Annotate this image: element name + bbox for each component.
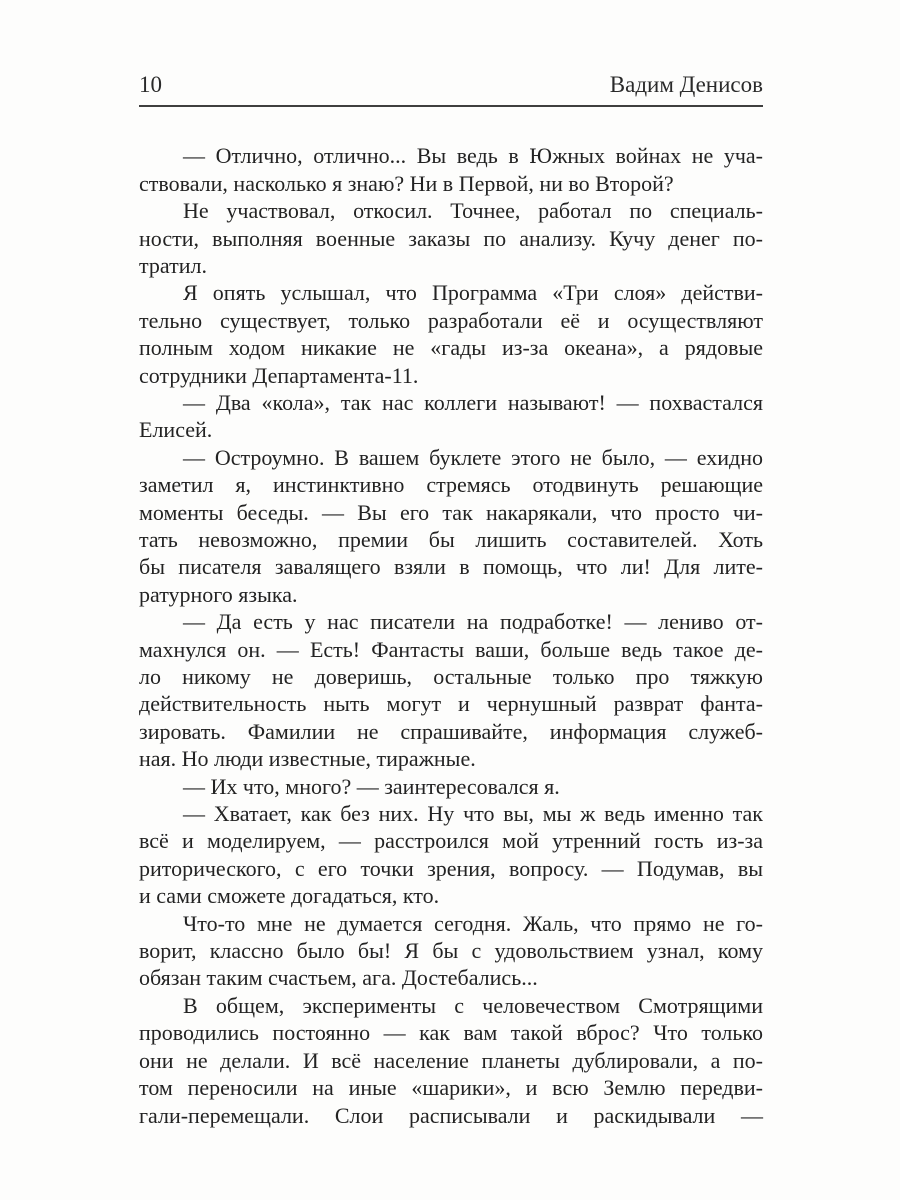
text-line: ствовали, насколько я знаю? Ни в Первой, ни во Второй? [139,170,674,196]
paragraph [139,608,763,772]
paragraph [139,910,763,992]
paragraph [139,800,763,910]
text-line: Я опять услышал, что Программа «Три слоя» действи- [183,280,763,306]
text-line: В общем, эксперименты с человечеством Смотрящими [183,992,763,1018]
text-line: махнулся он. — Есть! Фантасты ваши, больше ведь такое де- [139,636,763,662]
text-line: действительность ныть могут и чернушный разврат фанта- [139,691,763,717]
text-line: ности, выполняя военные заказы по анализу. Кучу денег по- [139,225,763,251]
text-line: гали-перемещали. Слои расписывали и раскидывали — [139,1102,763,1128]
running-head-author: Вадим Денисов [609,72,763,97]
text-line: ратурного языка. [139,581,298,607]
text-line: риторического, с его точки зрения, вопросу. — Подумав, вы [139,855,763,881]
text-line: моменты беседы. — Вы его так накарякали, что просто чи- [139,499,763,525]
text-line: обязан таким счастьем, ага. Достебались... [139,965,538,991]
text-line: — Два «кола», так нас коллеги называют! — похвастался [183,389,763,415]
paragraph [139,389,763,444]
text-line: тельно существует, только разработали её и осуществляют [139,307,763,333]
text-line: сотрудники Департамента-11. [139,362,419,388]
text-line: — Да есть у нас писатели на подработке! — лениво от- [183,609,763,635]
text-line: — Хватает, как без них. Ну что вы, мы ж ведь именно так [183,801,763,827]
text-line: — Отлично, отлично... Вы ведь в Южных войнах не уча- [183,143,763,169]
text-line: тратил. [139,252,207,278]
text-line: тать невозможно, премии бы лишить составителей. Хоть [139,526,763,552]
text-line: ворит, классно было бы! Я бы с удовольствием узнал, кому [139,938,763,964]
running-head [139,72,763,107]
text-line: ло никому не доверишь, остальные только про тяжкую [139,664,763,690]
paragraph [139,197,763,279]
text-line: и сами сможете догадаться, кто. [139,883,440,909]
text-line: том переносили на иные «шарики», и всю Землю передви- [139,1075,763,1101]
text-line: — Остроумно. В вашем буклете этого не было, — ехидно [183,444,763,470]
body-text [139,142,763,1129]
text-block [139,72,763,1129]
paragraph [139,444,763,608]
text-line: полным ходом никакие не «гады из-за океана», а рядовые [139,335,763,361]
text-line: ная. Но люди известные, тиражные. [139,746,476,772]
text-line: проводились постоянно — как вам такой вброс? Что только [139,1020,763,1046]
text-line: бы писателя завалящего взяли в помощь, что ли! Для лите- [139,554,763,580]
paragraph [139,992,763,1129]
page-number: 10 [139,72,162,97]
paragraph [139,773,763,800]
text-line: Елисей. [139,417,213,443]
text-line: Что-то мне не думается сегодня. Жаль, что прямо не го- [183,910,763,936]
paragraph [139,279,763,389]
text-line: всё и моделируем, — расстроился мой утренний гость из-за [139,828,763,854]
text-line: заметил я, инстинктивно стремясь отодвинуть решающие [139,472,763,498]
text-line: зировать. Фамилии не спрашивайте, информация служеб- [139,718,763,744]
text-line: Не участвовал, откосил. Точнее, работал по специаль- [183,198,763,224]
text-line: они не делали. И всё население планеты дублировали, а по- [139,1047,763,1073]
paragraph [139,142,763,197]
text-line: — Их что, много? — заинтересовался я. [183,773,560,799]
